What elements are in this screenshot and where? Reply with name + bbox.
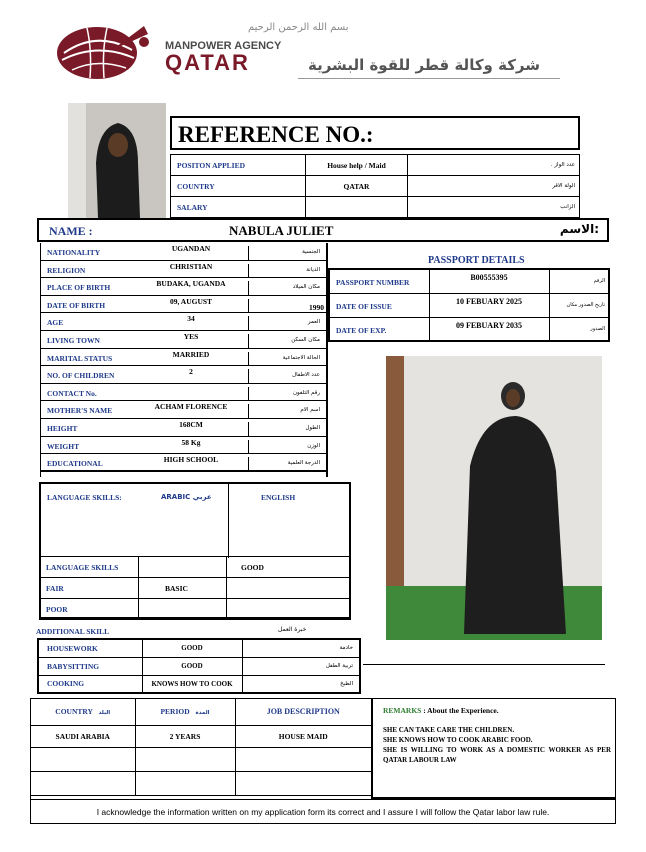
passport-label: PASSPORT NUMBER <box>329 269 429 293</box>
name-row <box>37 218 609 242</box>
name-label: NAME : <box>49 224 93 238</box>
personal-row <box>41 384 326 402</box>
position-value <box>306 197 408 218</box>
applicant-full-photo <box>386 356 602 640</box>
personal-row <box>41 296 326 314</box>
personal-label-arabic: عدد الاطفال <box>292 372 320 379</box>
language-skills-box <box>39 482 351 619</box>
remarks-subtitle: : About the Experience. <box>423 706 499 715</box>
passport-value: B00555395 <box>429 269 549 293</box>
personal-label: PLACE OF BIRTH <box>47 283 111 293</box>
personal-label: HEIGHT <box>47 423 78 433</box>
personal-label: LIVING TOWN <box>47 335 100 345</box>
personal-label-arabic: الوزن <box>307 442 320 449</box>
personal-value: HIGH SCHOOL <box>163 455 219 465</box>
passport-label-arabic: الرقم <box>549 269 609 293</box>
passport-value: 10 FEBUARY 2025 <box>429 293 549 317</box>
personal-row <box>41 331 326 349</box>
skill-value: KNOWS HOW TO COOK <box>142 675 242 693</box>
personal-label-arabic: الديانة <box>306 266 320 273</box>
header-period-arabic: المدة <box>195 710 210 717</box>
agency-logo <box>52 20 154 82</box>
additional-skill-title: ADDITIONAL SKILL <box>36 627 110 636</box>
remark-line-2: SHE KNOWS HOW TO COOK ARABIC FOOD. <box>383 736 533 744</box>
experience-job: HOUSE MAID <box>235 725 371 747</box>
personal-label-arabic: الطول <box>305 424 320 431</box>
experience-period: 2 YEARS <box>135 725 235 747</box>
language-english-value <box>227 599 351 620</box>
personal-label-arabic: مكان الميلاد <box>292 284 320 291</box>
personal-value: 09, AUGUST <box>169 296 213 306</box>
skill-row <box>38 675 360 693</box>
remarks-box <box>371 699 615 799</box>
remark-line-1: SHE CAN TAKE CARE THE CHILDREN. <box>383 726 515 734</box>
personal-row <box>41 243 326 261</box>
position-label: SALARY <box>171 197 306 218</box>
experience-row <box>31 725 371 747</box>
personal-label: MARITAL STATUS <box>47 353 113 363</box>
skill-label-arabic: تربية الطفل <box>242 657 360 675</box>
language-level-label: POOR <box>40 599 139 620</box>
skill-label: BABYSITTING <box>38 657 142 675</box>
personal-label: AGE <box>47 318 64 328</box>
personal-label: MOTHER'S NAME <box>47 406 113 416</box>
personal-details <box>40 243 328 477</box>
divider-mark <box>363 664 605 665</box>
personal-row <box>41 437 326 455</box>
applicant-name: NABULA JULIET <box>229 223 334 238</box>
position-label: POSITON APPLIED <box>171 155 306 176</box>
personal-value: 34 <box>187 314 195 324</box>
experience-table <box>31 699 371 796</box>
position-label-arabic: الزانب <box>408 197 580 218</box>
position-value: House help / Maid <box>306 155 408 176</box>
remarks-title <box>383 706 499 715</box>
personal-value-extra: 1990 <box>309 302 324 312</box>
experience-country <box>31 771 135 795</box>
passport-row <box>329 293 609 317</box>
personal-label-arabic: مكان السكن <box>291 336 320 343</box>
agency-name-top: MANPOWER AGENCY <box>165 40 282 52</box>
position-table <box>170 154 580 218</box>
personal-row <box>41 454 326 472</box>
personal-label: NO. OF CHILDREN <box>47 371 115 381</box>
additional-skill-table <box>37 638 361 694</box>
language-skills-header: LANGUAGE SKILLS: <box>47 493 122 502</box>
experience-period <box>135 771 235 795</box>
agency-name-main: QATAR <box>165 50 250 75</box>
language-arabic-value <box>139 557 227 578</box>
language-table <box>39 556 351 620</box>
experience-row <box>31 747 371 771</box>
passport-label: DATE OF EXP. <box>329 317 429 341</box>
position-row <box>171 176 580 197</box>
personal-label: NATIONALITY <box>47 248 101 257</box>
personal-row <box>41 278 326 296</box>
personal-value: 2 <box>189 367 193 377</box>
personal-label-arabic: الحالة الاجتماعية <box>282 354 320 361</box>
language-level-label: LANGUAGE SKILLS <box>40 557 139 578</box>
position-label: COUNTRY <box>171 176 306 197</box>
footer-acknowledgement: I acknowledge the information written on my application form its correct and I assure I will follow the Qatar labor law rule. <box>96 807 550 817</box>
language-row <box>40 599 351 620</box>
language-english-value <box>227 578 351 599</box>
skill-value: GOOD <box>142 639 242 657</box>
personal-value: MARRIED <box>172 349 210 359</box>
experience-country <box>31 747 135 771</box>
experience-row <box>31 771 371 795</box>
agency-name-arabic: شركة وكالة قطر للقوة البشرية <box>308 56 540 74</box>
language-row <box>40 557 351 578</box>
personal-label-arabic: رقم التلفون <box>292 389 320 396</box>
reference-number-box <box>170 116 580 150</box>
basmala: بسم الله الرحمن الرحيم <box>248 22 349 33</box>
personal-label-arabic: الدرجة العلمية <box>287 460 320 467</box>
personal-label-arabic: العمر <box>307 319 320 326</box>
english-column-header: ENGLISH <box>261 493 296 502</box>
personal-value: 168CM <box>179 419 203 429</box>
personal-row <box>41 419 326 437</box>
experience-header-job: JOB DESCRIPTION <box>235 699 371 725</box>
position-row <box>171 197 580 218</box>
position-label-arabic: الولة الاقر <box>408 176 580 197</box>
reference-title: REFERENCE NO.: <box>178 122 374 147</box>
personal-row <box>41 401 326 419</box>
personal-value: BUDAKA, UGANDA <box>156 279 226 289</box>
position-row <box>171 155 580 176</box>
experience-box <box>30 698 616 824</box>
personal-value: UGANDAN <box>171 244 211 253</box>
name-label-arabic: الاسم: <box>559 222 599 236</box>
skill-value: GOOD <box>142 657 242 675</box>
arabic-column-header: ARABIC عربي <box>161 493 212 501</box>
experience-period <box>135 747 235 771</box>
personal-value: YES <box>183 331 199 341</box>
personal-label-arabic: الجنسية <box>302 249 320 255</box>
personal-value: CHRISTIAN <box>169 261 213 271</box>
header-country-arabic: البلد <box>98 710 111 717</box>
skill-label-arabic: خادمة <box>242 639 360 657</box>
passport-label-arabic: الصدور <box>549 317 609 341</box>
language-arabic-value: BASIC <box>139 578 227 599</box>
position-label-arabic: . عدد الواز <box>408 155 580 176</box>
personal-label: EDUCATIONAL <box>47 459 103 469</box>
language-level-label: FAIR <box>40 578 139 599</box>
personal-row <box>41 366 326 384</box>
remarks-label: REMARKS <box>383 706 422 715</box>
personal-row <box>41 349 326 367</box>
footer-acknowledgement-box <box>31 799 615 823</box>
passport-table <box>328 268 610 342</box>
personal-value: 58 Kg <box>181 437 201 447</box>
header-period: PERIOD <box>160 707 190 717</box>
additional-skill-title-arabic: خبرة العمل <box>278 626 307 633</box>
passport-row <box>329 269 609 293</box>
passport-title: PASSPORT DETAILS <box>428 255 525 266</box>
experience-job <box>235 771 371 795</box>
experience-job <box>235 747 371 771</box>
passport-label-arabic: تاريخ الصدور مكان <box>549 293 609 317</box>
skill-row <box>38 657 360 675</box>
personal-label: RELIGION <box>47 265 86 275</box>
personal-row <box>41 313 326 331</box>
experience-header-period <box>135 699 235 725</box>
language-english-value: GOOD <box>227 557 351 578</box>
language-arabic-value <box>139 599 227 620</box>
remark-line-3: SHE IS WILLING TO WORK AS A DOMESTIC WORKER AS PER QATAR LABOUR LAW <box>383 746 611 764</box>
applicant-portrait-photo <box>68 103 166 218</box>
header-rule <box>298 78 560 79</box>
skill-label: COOKING <box>38 675 142 693</box>
skill-label: HOUSEWORK <box>38 639 142 657</box>
personal-label: CONTACT No. <box>47 388 97 398</box>
passport-row <box>329 317 609 341</box>
skill-row <box>38 639 360 657</box>
personal-label: DATE OF BIRTH <box>47 300 106 310</box>
personal-value: ACHAM FLORENCE <box>154 402 228 412</box>
skill-label-arabic: الطبخ <box>242 675 360 693</box>
passport-label: DATE OF ISSUE <box>329 293 429 317</box>
header-country: COUNTRY <box>55 707 93 717</box>
passport-value: 09 FEBUARY 2035 <box>429 317 549 341</box>
experience-country: SAUDI ARABIA <box>31 725 135 747</box>
personal-row <box>41 261 326 279</box>
personal-label: WEIGHT <box>47 441 80 451</box>
personal-label-arabic: اسم الام <box>300 407 320 414</box>
experience-header-row <box>31 699 371 725</box>
position-value: QATAR <box>306 176 408 197</box>
language-row <box>40 578 351 599</box>
experience-header-country <box>31 699 135 725</box>
